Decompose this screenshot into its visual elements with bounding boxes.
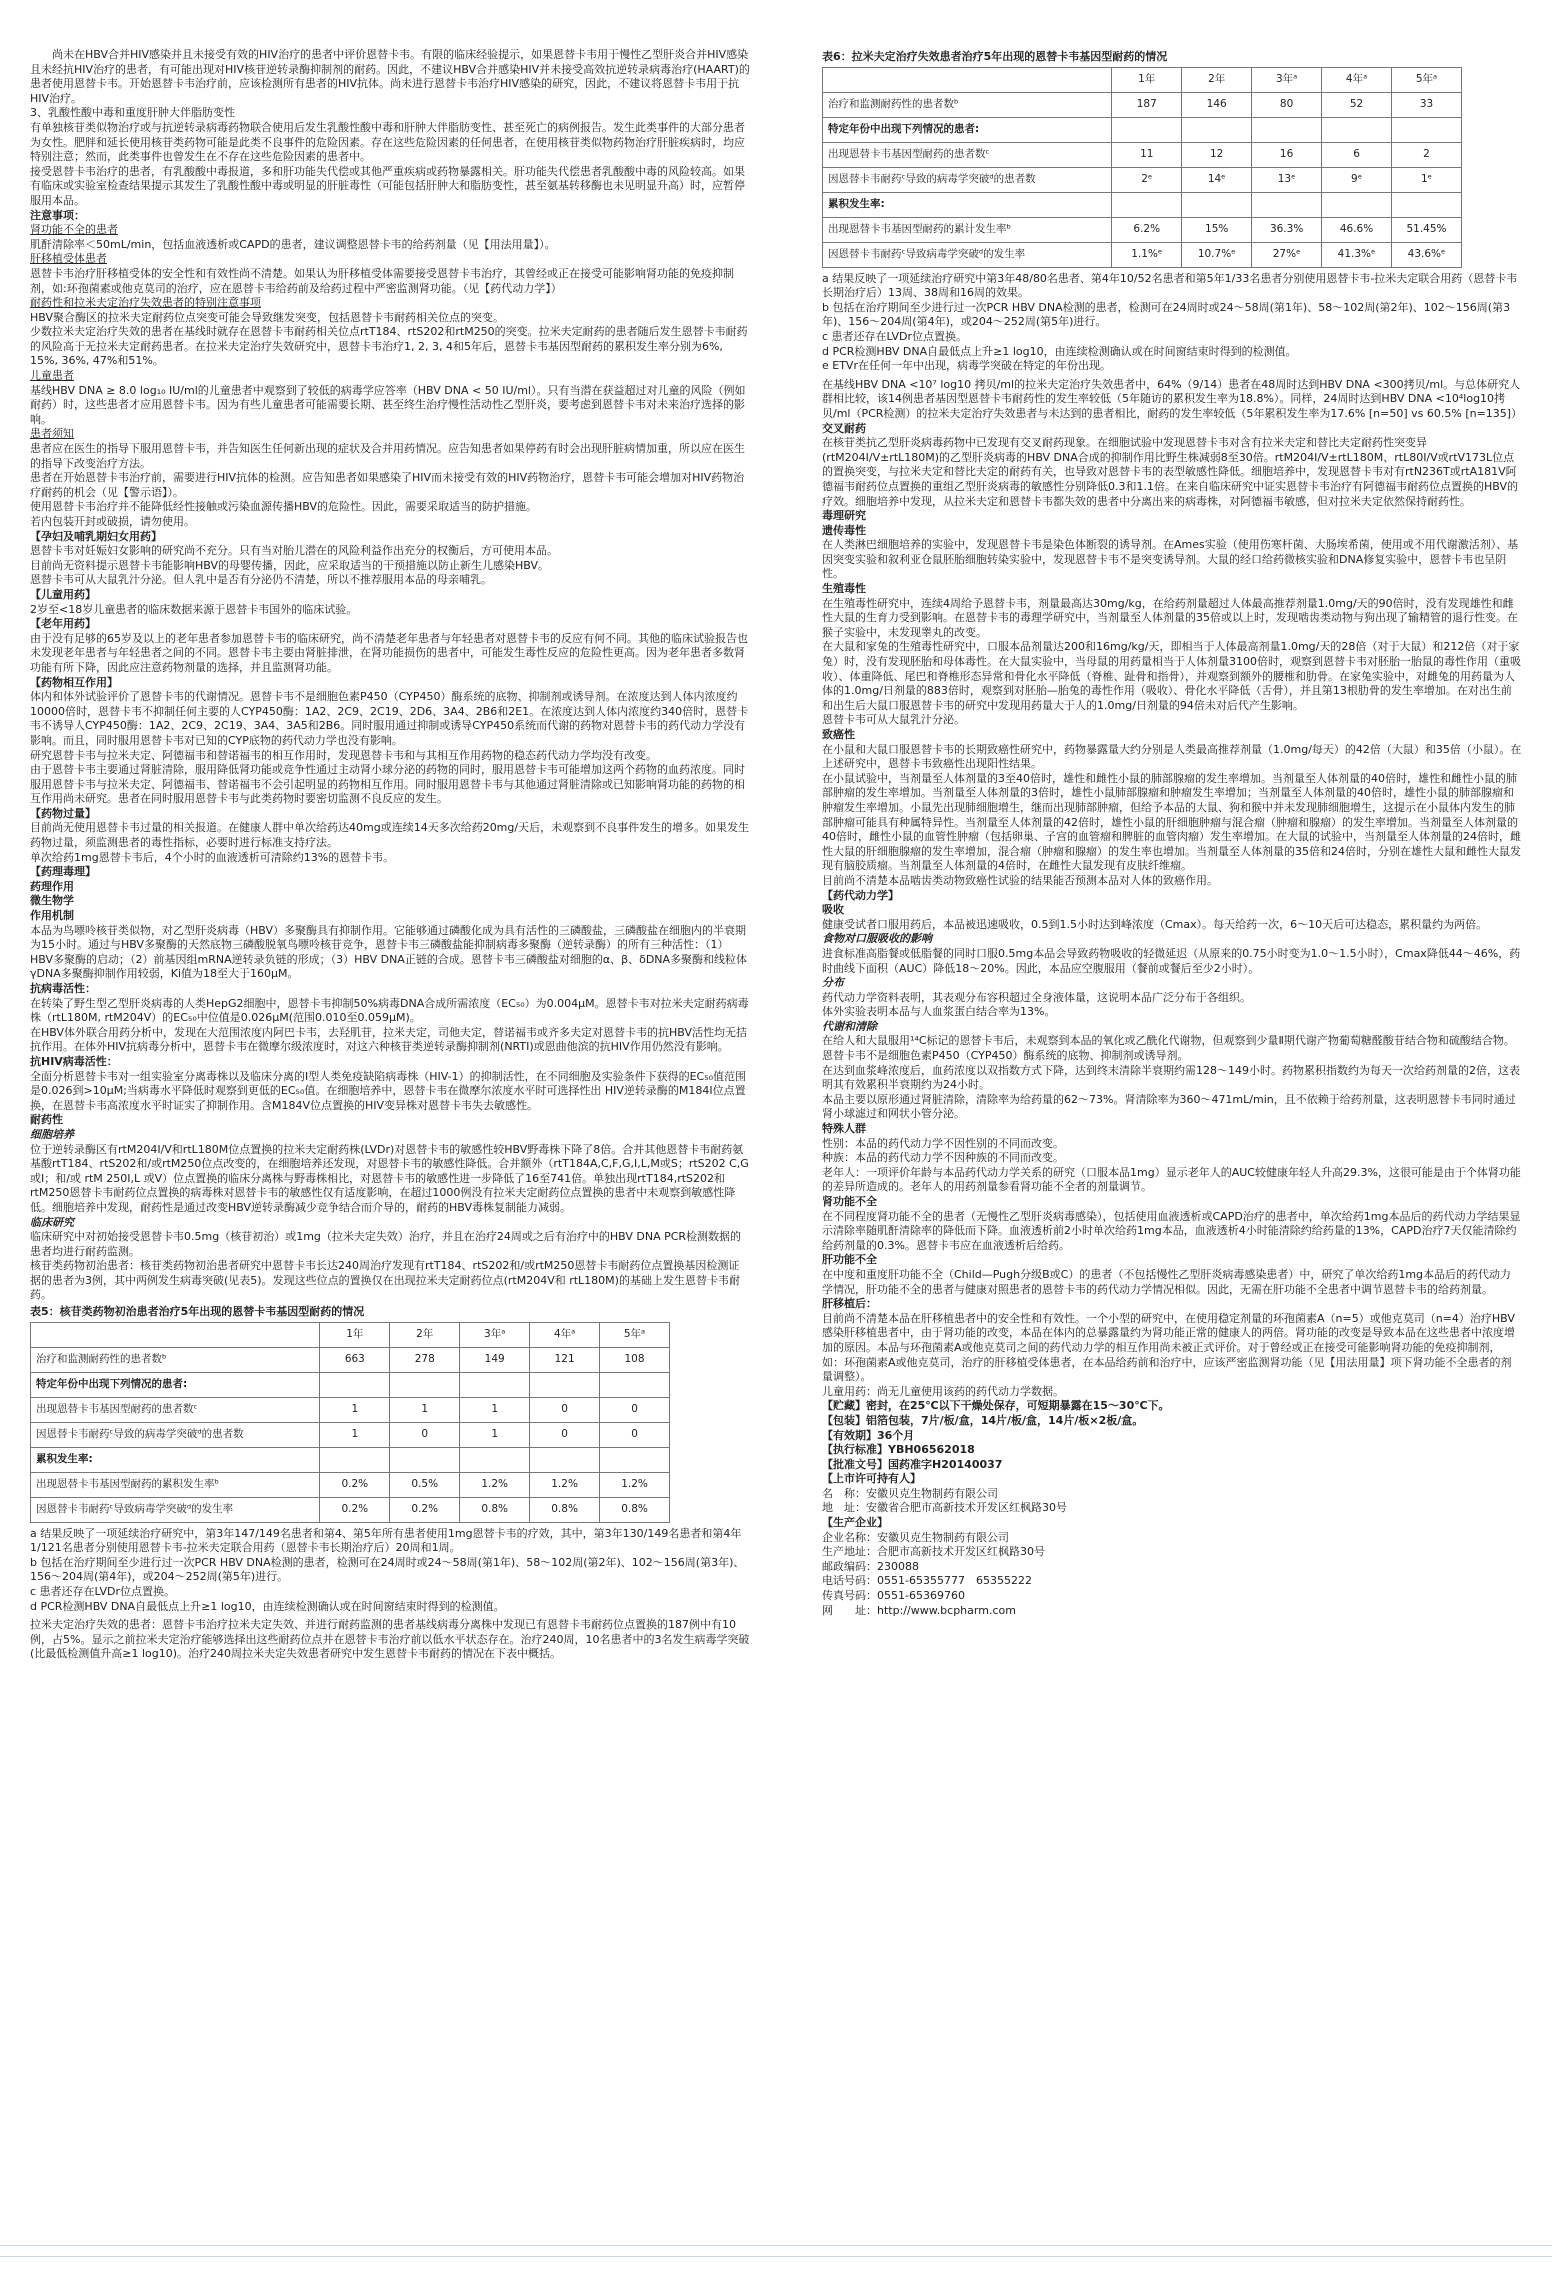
table-footnote: a 结果反映了一项延续治疗研究中，第3年147/149名患者和第4、第5年所有患者使用1mg恩替卡韦的疗效，其中，第3年130/149名患者和第4年1/121名患者分别使用恩替卡韦-拉米夫定联合用药（恩替卡韦长期治疗后）20周和1周。 — [30, 1526, 742, 1555]
paragraph: 单次给药1mg恩替卡韦后，4个小时的血液透析可清除约13%的恩替卡韦。 — [30, 850, 395, 864]
paragraph: 接受恩替卡韦治疗的患者，有乳酸酸中毒报道，多和肝功能失代偿或其他严重疾病或药物暴露相关。肝功能失代偿患者乳酸酸中毒的风险较高。如果有临床或实验室检查结果提示其发生了乳酸性酸中毒或明显的肝脏毒性（可能包括肝肿大和脂肪变性，甚至氨基转移酶也未见明显升高）时，应暂停服用本品。 — [30, 164, 745, 207]
table-row — [31, 1422, 670, 1447]
table5 — [30, 1322, 670, 1523]
table-cell: 121 — [530, 1347, 600, 1372]
paragraph: 健康受试者口服用药后，本品被迅速吸收，0.5到1.5小时达到峰浓度（Cmax）。每天给药一次，6～10天后可达稳态，累积量约为两倍。 — [822, 917, 1488, 931]
table-cell — [530, 1447, 600, 1472]
table5-footnotes — [30, 1527, 750, 1615]
table-cell — [1112, 192, 1182, 217]
table-cell: 0 — [600, 1422, 670, 1447]
paragraph: 2岁至<18岁儿童患者的临床数据来源于恩替卡韦国外的临床试验。 — [30, 602, 358, 616]
paragraph: 致癌性 — [822, 728, 855, 741]
table-cell: 146 — [1182, 92, 1252, 117]
paragraph: 核苷类药物初治患者：核苷类药物初治患者研究中恩替卡韦长达240周治疗发现有rtT184、rtS202和/或rtM250恩替卡韦耐药位点置换基因检测证据的患者为3例，其中两例发生病毒突破(见表5)。发现这些位点的置换仅在出现拉米夫定耐药位点(rtM204V和 rtL180M)的基础上发生恩替卡韦耐药。 — [30, 1259, 740, 1302]
paragraph: 在人类淋巴细胞培养的实验中，发现恩替卡韦是染色体断裂的诱导剂。在Ames实验（使用伤寒杆菌、大肠埃希菌，使用或不用代谢激活剂）、基因突变实验和叙利亚仓鼠胚胎细胞转染实验中，发现恩替卡韦不是突变诱导剂。大鼠的经口给药微核实验和DNA修复实验中，恩替卡韦也呈阴性。 — [822, 538, 1519, 581]
table-cell: 累积发生率: — [31, 1447, 320, 1472]
table-cell — [1182, 117, 1252, 142]
table-cell: 1.2% — [530, 1472, 600, 1497]
table6-caption: 表6：拉米夫定治疗失效患者治疗5年出现的恩替卡韦基因型耐药的情况 — [822, 50, 1168, 63]
table-cell: 2 — [1392, 142, 1462, 167]
table-cell: 10.7%ᵉ — [1182, 242, 1252, 267]
paragraph: 名 称：安徽贝克生物制药有限公司 — [822, 1486, 998, 1500]
table-footnote: e ETVr在任何一年中出现，病毒学突破在特定的年份出现。 — [822, 359, 1111, 373]
paragraph: 使用恩替卡韦治疗并不能降低经性接触或污染血源传播HBV的危险性。因此，需要采取适当的防护措施。 — [30, 500, 538, 514]
paragraph: 在核苷类抗乙型肝炎病毒药物中已发现有交叉耐药现象。在细胞试验中发现恩替卡韦对含有拉米夫定和替比夫定耐药性突变异(rtM204I/V±rtL180M)的乙型肝炎病毒的HBV DNA合成的抑制作用比野生株减弱8至30倍。rtM204I/V±rtL180M、rtL80I/V或rtV173L位点的置换突变，与拉米夫定和替比夫定的耐药有关，也导致对恩替卡韦的表型敏感性降低。细胞培养中，发现恩替卡韦对有rtN236T或rtA181V阿德福韦耐药位点置换的重组乙型肝炎病毒的敏感性分别降低0.3和1.1倍。在来自临床研究中证实恩替卡韦治疗有阿德福韦耐药位点置换的HBV的疗效。细胞培养中发现，从拉米夫定和恩替卡韦都失效的患者中分离出来的病毒株，对阿德福韦敏感，但对拉米夫定依然保持耐药性。 — [822, 436, 1518, 508]
table-header-cell: 5年ᵃ — [1392, 67, 1462, 92]
table6 — [822, 67, 1462, 268]
paragraph: 遗传毒性 — [822, 523, 866, 537]
paragraph: 恩替卡韦可从大鼠乳汁分泌。但人乳中是否有分泌仍不清楚，所以不推荐服用本品的母亲哺乳。 — [30, 573, 492, 587]
table-header-row — [31, 1322, 670, 1347]
table-cell: 36.3% — [1252, 217, 1322, 242]
paragraph: 地 址：安徽省合肥市高新技术开发区红枫路30号 — [822, 1501, 1067, 1515]
paragraph: 进食标准高脂餐或低脂餐的同时口服0.5mg本品会导致药物吸收的轻微延迟（从原来的0.75小时变为1.0～1.5小时），Cmax降低44～46%，药时曲线下面积（AUC）降低18～20%。因此，本品应空腹服用（餐前或餐后至少2小时）。 — [822, 946, 1521, 975]
paragraph: 肌酐清除率＜50mL/min，包括血液透析或CAPD的患者，建议调整恩替卡韦的给药剂量（见【用法用量】）。 — [30, 237, 556, 251]
table-cell: 12 — [1182, 142, 1252, 167]
paragraph: 患者应在医生的指导下服用恩替卡韦，并告知医生任何新出现的症状及合并用药情况。应告知患者如果停药有时会出现肝脏病情加重，所以应在医生的指导下改变治疗方法。 — [30, 442, 745, 470]
table-header-cell — [823, 67, 1112, 92]
paragraph: 吸收 — [822, 903, 844, 917]
paragraph: 【有效期】36个月 — [822, 1428, 915, 1442]
table-cell: 1 — [460, 1397, 530, 1422]
paragraph: 由于没有足够的65岁及以上的老年患者参加恩替卡韦的临床研究，尚不清楚老年患者与年轻患者对恩替卡韦的反应有何不同。其他的临床试验报告也未发现老年患者与年轻患者之间的不同。恩替卡韦主要由肾脏排泄，在肾功能损伤的患者中，可能发生毒性反应的危险性更高。因为老年患者多数肾功能有所下降，因此应注意药物剂量的选择，并且监测肾功能。 — [30, 631, 748, 674]
table-cell — [320, 1372, 390, 1397]
table-cell: 特定年份中出现下列情况的患者: — [31, 1372, 320, 1397]
paragraph: 性别：本品的药代动力学不因性别的不同而改变。 — [822, 1136, 1064, 1150]
paragraph: 本品为鸟嘌呤核苷类似物，对乙型肝炎病毒（HBV）多聚酶具有抑制作用。它能够通过磷酸化成为具有活性的三磷酸盐，三磷酸盐在细胞内的半衰期为15小时。通过与HBV多聚酶的天然底物三磷酸脱氧鸟嘌呤核苷竞争，恩替卡韦三磷酸盐能抑制病毒多聚酶（逆转录酶）的所有三种活性：（1）HBV多聚酶的启动；（2）前基因组mRNA逆转录负链的形成；（3）HBV DNA正链的合成。恩替卡韦三磷酸盐对细胞的α、β、δDNA多聚酶和线粒体γDNA多聚酶抑制作用较弱，Ki值为18至大于160μM。 — [30, 923, 748, 981]
paragraph: 目前尚无使用恩替卡韦过量的相关报道。在健康人群中单次给药达40mg或连续14天多次给药20mg/天后，未观察到不良事件发生的增多。如果发生药物过量，须监测患者的毒性指标，必要时进行标准支持疗法。 — [30, 821, 750, 850]
table-cell — [460, 1372, 530, 1397]
paragraph: 有单独核苷类似物治疗或与抗逆转录病毒药物联合使用后发生乳酸性酸中毒和肝肿大伴脂肪变性、甚至死亡的病例报告。发生此类事件的大部分患者为女性。肥胖和延长使用核苷类药物可能是此类不良事件的危险因素。存在这些危险因素的任何患者，在使用核苷类似物药物治疗肝脏疾病时，均应特别注意；然而，此类事件也曾发生在不存在这些危险因素的患者中。 — [30, 120, 745, 164]
table-header-cell: 1年 — [320, 1322, 390, 1347]
paragraph: 在不同程度肾功能不全的患者（无慢性乙型肝炎病毒感染），包括使用血液透析或CAPD治疗的患者中，单次给药1mg本品后的药代动力学结果显示清除率随肌酐清除率的降低而下降。血液透析前2小时单次给药1mg本品，血液透析4小时能清除约给药量的13%，CAPD治疗7天仅能清除约给药剂量的0.3%。恩替卡韦应在血液透析后给药。 — [822, 1209, 1521, 1252]
table-header-cell: 4年ᵃ — [1322, 67, 1392, 92]
paragraph: 体外实验表明本品与人血浆蛋白结合率为13%。 — [822, 1005, 1056, 1019]
paragraph: 抗病毒活性： — [30, 982, 96, 995]
table-cell: 51.45% — [1392, 217, 1462, 242]
table-cell: 治疗和监测耐药性的患者数ᵇ — [31, 1347, 320, 1372]
table-cell — [390, 1447, 460, 1472]
table-cell: 33 — [1392, 92, 1462, 117]
table-footnote: b 包括在治疗期间至少进行过一次PCR HBV DNA检测的患者，检测可在24周时或24～58周(第1年)、58～102周(第2年)、102～156周(第3年)、156～204周(第4年)，或204～252周(第5年)进行。 — [822, 300, 1511, 329]
paragraph: 临床研究中对初始接受恩替卡韦0.5mg（核苷初治）或1mg（拉米夫定失效）治疗，并且在治疗24周或之后有治疗中的HBV DNA PCR检测数据的患者均进行耐药监测。 — [30, 1230, 742, 1258]
paragraph: 儿童用药：尚无儿童使用该药的药代动力学数据。 — [822, 1384, 1064, 1398]
table-row — [823, 117, 1462, 142]
paragraph: 【批准文号】国药准字H20140037 — [822, 1457, 1003, 1471]
paragraph: 由于恩替卡韦主要通过肾脏清除，服用降低肾功能或竞争性通过主动肾小球分泌的药物的同时，服用恩替卡韦可能增加这两个药物的血药浓度。同时服用恩替卡韦与拉米夫定、阿德福韦、替诺福韦不会引起明显的药物相互作用。同时服用恩替卡韦与其他通过肾脏清除或已知影响肾功能的药物的相互作用尚未研究。患者在同时服用恩替卡韦与此类药物时要密切监测不良反应的发生。 — [30, 763, 745, 806]
table-row — [31, 1347, 670, 1372]
paragraph: 尚未在HBV合并HIV感染并且未接受有效的HIV治疗的患者中评价恩替卡韦。有限的临床经验提示，如果恩替卡韦用于慢性乙型肝炎合并HIV感染且未经抗HIV治疗的患者，有可能出现对HIV核苷逆转录酶抑制剂的耐药。因此，不建议HBV合并感染HIV并未接受高效抗逆转录病毒治疗(HAART)的患者使用恩替卡韦。开始恩替卡韦治疗前，应该检测所有患者的HIV抗体。尚未进行恩替卡韦治疗HIV感染的研究，因此，不建议将恩替卡韦用于抗HIV治疗。 — [30, 48, 750, 105]
paragraph: 在中度和重度肝功能不全（Child—Pugh分级B或C）的患者（不包括慢性乙型肝炎病毒感染患者）中，研究了单次给药1mg本品后的药代动力学情况，肝功能不全的患者与健康对照患者的恩替卡韦的药代动力学情况相似。因此，无需在肝功能不全患者中调节恩替卡韦的给药剂量。 — [822, 1267, 1512, 1296]
paragraph: 位于逆转录酶区有rtM204I/V和rtL180M位点置换的拉米夫定耐药株(LVDr)对恩替卡韦的敏感性较HBV野毒株下降了8倍。合并其他恩替卡韦耐药氨基酸rtT184、rtS202和/或rtM250位点改变的，在细胞培养还发现，对恩替卡韦的敏感性降低。合并额外（rtT184A,C,F,G,I,L,M或S；rtS202 C,G或I；和/或 rtM 250I,L 或V）位点置换的临床分离株与野毒株相比，对恩替卡韦的敏感性进一步降低了16至741倍。单独出现rtT184,rtS202和rtM250恩替卡韦耐药位点置换的病毒株对恩替卡韦的敏感性仅有适度影响，在超过1000例没有拉米夫定耐药位点置换的患者中未观察到敏感性降低。细胞培养中发现，耐药性是通过改变HBV逆转录酶减少竞争结合而介导的，耐药的HBV毒株复制能力减弱。 — [30, 1142, 749, 1214]
paragraph: 若内包装开封或破损，请勿使用。 — [30, 515, 195, 528]
paragraph: 目前尚不清楚本品在肝移植患者中的安全性和有效性。一个小型的研究中，在使用稳定剂量的环孢菌素A（n=5）或他克莫司（n=4）治疗HBV感染肝移植患者中，由于肾功能的改变，本品在体内的总暴露量约为肾功能正常的健康人的两倍。肾功能的改变是导致本品在这些患者中浓度增加的原因。本品与环孢菌素A或他克莫司之间的药代动力学的相互作用尚未被正式评价。对于曾经或正在接受可能影响肾功能的免疫抑制剂，如：环孢菌素A或他克莫司，治疗的肝移植受体患者，在本品给药前和治疗中，应该严密监测肾功能（见【用法用量】项下肾功能不全患者的剂量调整）。 — [822, 1311, 1515, 1384]
table-cell: 46.6% — [1322, 217, 1392, 242]
paragraph: 分布 — [822, 976, 844, 990]
table-row — [31, 1447, 670, 1472]
paragraph: 注意事项： — [30, 208, 85, 222]
table-cell — [460, 1447, 530, 1472]
paragraph: 在小鼠试验中，当剂量至人体剂量的3至40倍时，雄性和雌性小鼠的肺部腺瘤的发生率增加。当剂量至人体剂量的40倍时，雄性和雌性小鼠的肺部肿瘤的发生率增加。当剂量至人体剂量的3倍时，雄性小鼠肺部腺瘤和肿瘤发生率增加；当剂量至人体剂量的40倍时，雄性小鼠的肺部腺瘤和肿瘤发生率增加。小鼠先出现肺细胞增生，继而出现肺部肿瘤，但给予本品的大鼠、狗和猴中并未发现肺细胞增生，这提示在小鼠体内发生的肺部肿瘤可能具有种属特异性。当剂量至人体剂量的42倍时，雄性小鼠的肝细胞肿瘤与混合瘤（肿瘤和腺瘤）的发生率增加。当剂量至人体剂量的40倍时，雌性小鼠的血管性肿瘤（包括卵巢、子宫的血管瘤和脾脏的血管肉瘤）发生率增加。在大鼠的试验中，当剂量至人体剂量的24倍时，雌性大鼠的肝细胞腺瘤的发生率增加，混合瘤（肿瘤和腺瘤）的发生率也增加。当剂量至人体剂量的35倍和24倍时，分别在雄性大鼠和雌性大鼠发现有脑胶质瘤。当剂量至人体剂量的4倍时，在雌性大鼠发现有皮肤纤维瘤。 — [822, 771, 1521, 873]
table-cell — [320, 1447, 390, 1472]
paragraph: 食物对口服吸收的影响 — [822, 932, 932, 946]
table-header-cell — [31, 1322, 320, 1347]
table-cell — [600, 1447, 670, 1472]
paragraph: 肝移植受体患者 — [30, 252, 107, 266]
table-header-cell: 3年ᵃ — [1252, 67, 1322, 92]
left-paragraphs — [30, 48, 750, 1303]
paragraph: 在大鼠和家兔的生殖毒性研究中，口服本品剂量达200和16mg/kg/天，即相当于人体最高剂量1.0mg/天的28倍（对于大鼠）和212倍（对于家兔）时，没有发现胚胎和母体毒性。在大鼠实验中，当母鼠的用药量相当于人体剂量3100倍时，观察到恩替卡韦对胚胎一胎鼠的毒性作用（重吸收）、体重降低、尾巴和脊椎形态异常和骨化水平降低（脊椎、趾骨和指骨），并观察到额外的腰椎和肋骨。在家兔实验中，对雌兔的用药量为人体的1.0mg/日剂量的883倍时，观察到对胚胎—胎兔的毒性作用（吸收）、骨化水平降低（舌骨），并且第13根肋骨的发生率增加。在对出生前和出生后大鼠口服恩替卡韦的研究中发现用药量大于人的1.0mg/日剂量的94倍未对后代产生影响。 — [822, 640, 1521, 712]
paragraph: 电话号码：0551-65355777 65355222 — [822, 1574, 1032, 1588]
paragraph: 生殖毒性 — [822, 582, 866, 596]
table-cell — [1392, 117, 1462, 142]
paragraph: 目前尚不清楚本品啮齿类动物致癌性试验的结果能否预测本品对人体的致癌作用。 — [822, 873, 1218, 887]
paragraph: 3、乳酸性酸中毒和重度肝肿大伴脂肪变性 — [30, 106, 235, 120]
table-cell: 278 — [390, 1347, 460, 1372]
paragraph: 本品主要以原形通过肾脏清除，清除率为给药量的62～73%。肾清除率为360～471mL/min，且不依赖于给药剂量，这表明恩替卡韦同时通过肾小球滤过和网状小管分泌。 — [822, 1092, 1516, 1121]
table-cell: 1 — [460, 1422, 530, 1447]
paragraph: 药代动力学资料表明，其表观分布容积超过全身液体量，这说明本品广泛分布于各组织。 — [822, 990, 1251, 1004]
table-footnote: a 结果反映了一项延续治疗研究中第3年48/80名患者、第4年10/52名患者和第5年1/33名患者分别使用恩替卡韦-拉米夫定联合用药（恩替卡韦长期治疗后）13周、38周和16周的效果。 — [822, 271, 1518, 300]
table-cell — [1112, 117, 1182, 142]
table-cell — [1252, 192, 1322, 217]
table-cell: 52 — [1322, 92, 1392, 117]
paragraph: 恩替卡韦可从大鼠乳汁分泌。 — [822, 713, 965, 727]
paragraph: 在生殖毒性研究中，连续4周给予恩替卡韦，剂量最高达30mg/kg，在给药剂量超过人体最高推荐剂量1.0mg/天的90倍时，没有发现雄性和雌性大鼠的生育力受到影响。在恩替卡韦的毒理学研究中，当剂量至人体剂量的35倍或以上时，发现啮齿类动物与狗出现了输精管的退行性变。在猴子实验中，未发现睾丸的改变。 — [822, 596, 1518, 639]
table-cell: 41.3%ᵉ — [1322, 242, 1392, 267]
paragraph: 在转染了野生型乙型肝炎病毒的人类HepG2细胞中，恩替卡韦抑制50%病毒DNA合成所需浓度（EC₅₀）为0.004μM。恩替卡韦对拉米夫定耐药病毒株（rtL180M, rtM204V）的EC₅₀中位值是0.026μM(范围0.010至0.059μM)。 — [30, 996, 749, 1025]
table-cell: 108 — [600, 1347, 670, 1372]
paragraph: 【执行标准】YBH06562018 — [822, 1443, 975, 1457]
paragraph: 抗HIV病毒活性： — [30, 1054, 118, 1068]
table-header-cell: 2年 — [1182, 67, 1252, 92]
table-cell: 0.2% — [320, 1497, 390, 1522]
table-cell: 0 — [530, 1422, 600, 1447]
table-header-row — [823, 67, 1462, 92]
table-cell: 1 — [390, 1397, 460, 1422]
table-cell: 1.2% — [460, 1472, 530, 1497]
paragraph: 【儿童用药】 — [30, 587, 96, 601]
paragraph: 儿童患者 — [30, 369, 74, 383]
table-cell — [1322, 192, 1392, 217]
table-cell: 187 — [1112, 92, 1182, 117]
table-footnote: b 包括在治疗期间至少进行过一次PCR HBV DNA检测的患者，检测可在24周时或24～58周(第1年)、58～102周(第2年)、102～156周(第3年)、156～204周(第4年)，或204～252周(第5年)进行。 — [30, 1555, 745, 1584]
paragraph: 毒理研究 — [822, 509, 866, 523]
paragraph: 目前尚无资料提示恩替卡韦能影响HBV的母婴传播，因此，应采取适当的干预措施以防止新生儿感染HBV。 — [30, 558, 550, 572]
table-cell — [600, 1372, 670, 1397]
table-cell: 因恩替卡韦耐药ᶜ导致的病毒学突破ᵈ的患者数 — [823, 167, 1112, 192]
paragraph: 网 址：http://www.bcpharm.com — [822, 1603, 1016, 1617]
table-footnote: c 患者还存在LVDr位点置换。 — [30, 1585, 175, 1599]
table-cell: 27%ᵉ — [1252, 242, 1322, 267]
paragraph: 细胞培养 — [30, 1127, 74, 1141]
table-cell: 0.2% — [320, 1472, 390, 1497]
table-row — [31, 1472, 670, 1497]
right-column — [822, 48, 1522, 1618]
paragraph: 邮政编码：230088 — [822, 1559, 919, 1573]
paragraph: 【老年用药】 — [30, 617, 96, 631]
table-cell: 1ᵉ — [1392, 167, 1462, 192]
paragraph: 种族：本品的药代动力学不因种族的不同而改变。 — [822, 1151, 1064, 1165]
table-footnote: d PCR检测HBV DNA自最低点上升≥1 log10，由连续检测确认或在时间窗结束时得到的检测值。 — [822, 344, 1297, 358]
paragraph: 恩替卡韦对妊娠妇女影响的研究尚不充分。只有当对胎儿潜在的风险利益作出充分的权衡后，方可使用本品。 — [30, 544, 558, 558]
table-row — [823, 192, 1462, 217]
table-cell: 43.6%ᵉ — [1392, 242, 1462, 267]
table-cell: 15% — [1182, 217, 1252, 242]
paragraph: 【药代动力学】 — [822, 888, 899, 902]
paragraph: HBV聚合酶区的拉米夫定耐药位点突变可能会导致继发突变，包括恩替卡韦耐药相关位点的突变。 — [30, 310, 505, 324]
paragraph: 【药物相互作用】 — [30, 675, 118, 689]
table-cell: 因恩替卡韦耐药ᶜ导致病毒学突破ᵈ的发生率 — [823, 242, 1112, 267]
table-cell: 因恩替卡韦耐药ᶜ导致病毒学突破ᵈ的发生率 — [31, 1497, 320, 1522]
paragraph: 【药物过量】 — [30, 806, 96, 820]
table-cell: 因恩替卡韦耐药ᶜ导致的病毒学突破ᵈ的患者数 — [31, 1422, 320, 1447]
paragraph: 交叉耐药 — [822, 421, 866, 435]
paragraph: 少数拉米夫定治疗失效的患者在基线时就存在恩替卡韦耐药相关位点rtT184、rtS202和rtM250的突变。拉米夫定耐药的患者随后发生恩替卡韦耐药的风险高于无拉米夫定耐药患者。在拉米夫定治疗失效研究中，恩替卡韦治疗1, 2, 3, 4和5年后，恩替卡韦基因型耐药的累积发生率分别为6%, 15%, 36%, 47%和51%。 — [30, 325, 748, 368]
table-cell: 0.8% — [530, 1497, 600, 1522]
table-cell: 13ᵉ — [1252, 167, 1322, 192]
table-row — [823, 242, 1462, 267]
paragraph: 企业名称：安徽贝克生物制药有限公司 — [822, 1530, 1009, 1544]
table-header-cell: 1年 — [1112, 67, 1182, 92]
bottom-rule — [0, 2245, 1552, 2246]
table-row — [31, 1497, 670, 1522]
table-cell: 6 — [1322, 142, 1392, 167]
table-cell: 0.8% — [460, 1497, 530, 1522]
paragraph: 肝移植后： — [822, 1297, 877, 1311]
table-row — [823, 142, 1462, 167]
table-row — [31, 1372, 670, 1397]
table-cell: 11 — [1112, 142, 1182, 167]
paragraph: 药理作用 — [30, 879, 74, 893]
paragraph: 【贮藏】密封，在25℃以下干燥处保存，可短期暴露在15～30℃下。 — [822, 1399, 1170, 1413]
paragraph: 拉米夫定治疗失效的患者：恩替卡韦治疗拉米夫定失效、并进行耐药监测的患者基线病毒分离株中发现已有恩替卡韦耐药位点置换的187例中有10例，占5%。显示之前拉米夫定治疗能够选择出这些耐药位点并在恩替卡韦治疗前以低水平状态存在。治疗240周，10名患者中的3名发生病毒学突破(比最低检测值升高≥1 log10)。治疗240周拉米夫定失效患者研究中发生恩替卡韦耐药的情况在下表中概括。 — [30, 1618, 750, 1661]
paragraph: 患者须知 — [30, 427, 74, 441]
table-cell: 0 — [530, 1397, 600, 1422]
table-cell — [1182, 192, 1252, 217]
table-cell: 0 — [390, 1422, 460, 1447]
paragraph: 生产地址：合肥市高新技术开发区红枫路30号 — [822, 1545, 1045, 1559]
paragraph: 【药理毒理】 — [30, 865, 96, 879]
table-cell: 0.8% — [600, 1497, 670, 1522]
table-cell: 2ᵉ — [1112, 167, 1182, 192]
table-cell: 6.2% — [1112, 217, 1182, 242]
paragraph: 临床研究 — [30, 1215, 74, 1229]
paragraph: 耐药性 — [30, 1113, 63, 1127]
table-cell: 16 — [1252, 142, 1322, 167]
bottom-rule-2 — [0, 2256, 1552, 2257]
table-cell: 累积发生率: — [823, 192, 1112, 217]
table-cell — [390, 1372, 460, 1397]
paragraph: 特殊人群 — [822, 1122, 866, 1136]
table-row — [823, 92, 1462, 117]
table-header-cell: 3年ᵃ — [460, 1322, 530, 1347]
paragraph: 【包装】铝箔包装，7片/板/盒，14片/板/盒，14片/板×2板/盒。 — [822, 1413, 1144, 1427]
table-cell: 1.2% — [600, 1472, 670, 1497]
paragraph: 基线HBV DNA ≥ 8.0 log₁₀ IU/ml的儿童患者中观察到了较低的病毒学应答率（HBV DNA < 50 IU/ml）。只有当潜在获益超过对儿童的风险（例如耐药）时，这些患者才应用恩替卡韦。因为有些儿童患者可能需要长期、甚至终生治疗慢性活动性乙型肝炎，要考虑到恩替卡韦对未来治疗选择的影响。 — [30, 383, 746, 426]
right-paragraphs — [822, 378, 1522, 1618]
table-footnote: c 患者还存在LVDr位点置换。 — [822, 329, 967, 343]
paragraph: 在达到血浆峰浓度后，血药浓度以双指数方式下降，达到终末清除半衰期约需128～149小时。药物累积指数约为每天一次给药剂量的2倍，这表明其有效累积半衰期约为24小时。 — [822, 1063, 1520, 1092]
paragraph: 全面分析恩替卡韦对一组实验室分离毒株以及临床分离的I型人类免疫缺陷病毒株（HIV-1）的抑制活性，在不同细胞及实验条件下获得的EC₅₀值范围是0.026到>10μM;当病毒水平降低时观察到更低的EC₅₀值。在细胞培养中，恩替卡韦在微摩尔浓度水平时可选择性出 HIV逆转录酶的M184I位点置换，在恩替卡韦高浓度水平时证实了抑制作用。含M184V位点置换的HIV变异株对恩替卡韦失去敏感性。 — [30, 1069, 747, 1112]
table-row — [31, 1397, 670, 1422]
paragraph: 患者在开始恩替卡韦治疗前，需要进行HIV抗体的检测。应告知患者如果感染了HIV而未接受有效的HIV药物治疗，恩替卡韦可能会增加对HIV药物治疗耐药的机会（见【警示语】）。 — [30, 471, 745, 499]
table-cell — [1252, 117, 1322, 142]
table-cell: 1 — [320, 1397, 390, 1422]
paragraph: 研究恩替卡韦与拉米夫定、阿德福韦和替诺福韦的相互作用时，发现恩替卡韦和与其相互作用药物的稳态药代动力学均没有改变。 — [30, 748, 657, 762]
table-cell: 出现恩替卡韦基因型耐药的患者数ᶜ — [31, 1397, 320, 1422]
table-row — [823, 217, 1462, 242]
paragraph: 肾功能不全 — [822, 1195, 877, 1208]
table-header-cell: 2年 — [390, 1322, 460, 1347]
paragraph: 【孕妇及哺乳期妇女用药】 — [30, 529, 162, 543]
table-cell: 14ᵉ — [1182, 167, 1252, 192]
table-header-cell: 5年ᵃ — [600, 1322, 670, 1347]
table-cell: 149 — [460, 1347, 530, 1372]
table-header-cell: 4年ᵃ — [530, 1322, 600, 1347]
table-cell: 出现恩替卡韦基因型耐药的患者数ᶜ — [823, 142, 1112, 167]
table-cell: 0.2% — [390, 1497, 460, 1522]
table-cell: 治疗和监测耐药性的患者数ᵇ — [823, 92, 1112, 117]
paragraph: 恩替卡韦治疗肝移植受体的安全性和有效性尚不清楚。如果认为肝移植受体需要接受恩替卡韦治疗，其曾经或正在接受可能影响肾功能的免疫抑制剂，如:环孢菌素或他克莫司的治疗，应在恩替卡韦给药前及给药过程中严密监测肾功能。（见【药代动力学】） — [30, 266, 734, 295]
left-paragraphs-after-table — [30, 1618, 750, 1662]
paragraph: 代谢和清除 — [822, 1019, 877, 1033]
table-row — [823, 167, 1462, 192]
table5-caption: 表5：核苷类药物初治患者治疗5年出现的恩替卡韦基因型耐药的情况 — [30, 1305, 365, 1319]
table6-footnotes — [822, 272, 1522, 374]
table-cell — [1322, 117, 1392, 142]
paragraph: 在小鼠和大鼠口服恩替卡韦的长期致癌性研究中，药物暴露量大约分别是人类最高推荐剂量（1.0mg/每天）的42倍（大鼠）和35倍（小鼠）。在上述研究中，恩替卡韦致癌性出现阳性结果。 — [822, 742, 1522, 771]
paragraph: 老年人：一项评价年龄与本品药代动力学关系的研究（口服本品1mg）显示老年人的AUC较健康年轻人升高29.3%，这很可能是由于个体肾功能的差异所造成的。老年人的用药剂量参看肾功能不全者的剂量调节。 — [822, 1165, 1521, 1194]
table-cell: 1.1%ᵉ — [1112, 242, 1182, 267]
paragraph: 传真号码：0551-65369760 — [822, 1589, 965, 1603]
table-cell: 出现恩替卡韦基因型耐药的累积发生率ᵇ — [31, 1472, 320, 1497]
table-cell: 663 — [320, 1347, 390, 1372]
paragraph: 作用机制 — [30, 909, 74, 923]
table-cell: 9ᵉ — [1322, 167, 1392, 192]
table-cell: 80 — [1252, 92, 1322, 117]
paragraph: 肾功能不全的患者 — [30, 223, 118, 237]
table-cell: 特定年份中出现下列情况的患者: — [823, 117, 1112, 142]
table-cell: 1 — [320, 1422, 390, 1447]
paragraph: 【生产企业】 — [822, 1516, 888, 1530]
paragraph: 在HBV体外联合用药分析中，发现在大范围浓度内阿巴卡韦，去羟肌苷，拉米夫定，司他夫定，替诺福韦或齐多夫定对恩替卡韦的抗HBV活性均无拮抗作用。在体外HIV抗病毒分析中，恩替卡韦在微摩尔级浓度时，对这六种核苷类逆转录酶抑制剂(NRTI)或恩曲他滨的抗HIV作用仍然没有影响。 — [30, 1025, 748, 1054]
table-cell: 出现恩替卡韦基因型耐药的累计发生率ᵇ — [823, 217, 1112, 242]
paragraph: 在给人和大鼠服用¹⁴C标记的恩替卡韦后，未观察到本品的氧化或乙酰化代谢物，但观察到少量Ⅱ期代谢产物葡萄糖醛酸苷结合物和硫酸结合物。恩替卡韦不是细胞色素P450（CYP450）酶系统的底物、抑制剂或诱导剂。 — [822, 1034, 1515, 1063]
paragraph: 微生物学 — [30, 894, 74, 908]
table-cell — [1392, 192, 1462, 217]
table-cell: 0.5% — [390, 1472, 460, 1497]
table-cell: 0 — [600, 1397, 670, 1422]
paragraph: 体内和体外试验评价了恩替卡韦的代谢情况。恩替卡韦不是细胞色素P450（CYP450）酶系统的底物、抑制剂或诱导剂。在浓度达到人体内浓度约10000倍时，恩替卡韦不抑制任何主要的人CYP450酶：1A2、2C9、2C19、2D6、3A4、2B6和2E1。在浓度达到人体内浓度约340倍时，恩替卡韦不诱导人CYP450酶：1A2、2C9、2C19、3A4、3A5和2B6。同时服用通过抑制或诱导CYP450系统而代谢的药物对恩替卡韦的药代动力学没有影响。而且，同时服用恩替卡韦对已知的CYP底物的药代动力学也没有影响。 — [30, 690, 749, 747]
paragraph: 耐药性和拉米夫定治疗失效患者的特别注意事项 — [30, 296, 261, 310]
paragraph: 肝功能不全 — [822, 1253, 877, 1267]
table-cell — [530, 1372, 600, 1397]
paragraph: 在基线HBV DNA <10⁷ log10 拷贝/ml的拉米夫定治疗失效患者中，64%（9/14）患者在48周时达到HBV DNA <300拷贝/ml。与总体研究人群相比较，该14例患者基因型恩替卡韦耐药性的发生率较低（5年随访的累积发生率为18.8%）。同样，24周时达到HBV DNA <10⁴log10拷贝/ml（PCR检测）的拉米夫定治疗失效患者与未达到的患者相比，耐药的发生率较低（5年累积发生率为17.6% [n=50] vs 60.5% [n=135]） — [822, 377, 1523, 420]
table-footnote: d PCR检测HBV DNA自最低点上升≥1 log10，由连续检测确认或在时间窗结束时得到的检测值。 — [30, 1599, 505, 1613]
paragraph: 【上市许可持有人】 — [822, 1472, 921, 1486]
left-column — [30, 48, 750, 1662]
